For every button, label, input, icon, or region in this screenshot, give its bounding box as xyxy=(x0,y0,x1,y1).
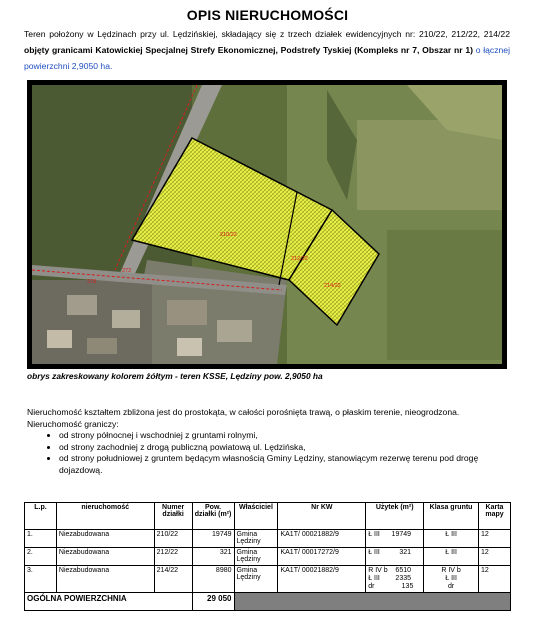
cell-use: Ł III 19749 xyxy=(366,530,424,548)
table-row xyxy=(25,530,511,548)
cell-area: 8980 xyxy=(192,566,234,593)
intro-area-text: o łącznej powierzchni 2,9050 ha. xyxy=(24,45,510,71)
cell-lp: 3. xyxy=(25,566,57,593)
table-row xyxy=(25,548,511,566)
description-paragraph: Nieruchomość kształtem zbliżona jest do prostokąta, w całości porośnięta trawą, o płaskim terenie, nieogrodzona. xyxy=(27,407,460,417)
total-value: 29 050 xyxy=(192,593,234,611)
plot-label-210-22: 210/22 xyxy=(220,232,237,238)
borders-heading: Nieruchomość graniczy: xyxy=(27,418,119,429)
map-caption: obrys zakreskowany kolorem żółtym - teren KSSE, Lędziny pow. 2,9050 ha xyxy=(27,371,323,381)
list-item: • od strony północnej i wschodniej z gruntami rolnymi, xyxy=(59,430,503,442)
plot-label-214-22: 214/22 xyxy=(324,283,341,289)
property-description xyxy=(27,407,503,476)
cell-property: Niezabudowana xyxy=(56,566,154,593)
cell-soil-class: Ł III xyxy=(424,530,479,548)
cell-map-sheet: 12 xyxy=(479,530,511,548)
header-use: Użytek (m²) xyxy=(366,503,424,530)
street-label-272: 272 xyxy=(122,268,132,274)
table-row xyxy=(25,566,511,593)
cell-use: R IV b 6510 Ł III 2335 dr 135 xyxy=(366,566,424,593)
cell-use: Ł III 321 xyxy=(366,548,424,566)
intro-paragraph xyxy=(24,26,510,74)
cell-map-sheet: 12 xyxy=(479,548,511,566)
cell-plot-no: 210/22 xyxy=(154,530,192,548)
cell-lp: 1. xyxy=(25,530,57,548)
header-property: nieruchomość xyxy=(56,503,154,530)
header-lp: L.p. xyxy=(25,503,57,530)
header-soil-class: Klasa gruntu xyxy=(424,503,479,530)
cell-plot-no: 214/22 xyxy=(154,566,192,593)
cell-soil-class: R IV b Ł III dr xyxy=(424,566,479,593)
list-item: • od strony zachodniej z drogą publiczną powiatową ul. Lędzińska, xyxy=(59,442,503,454)
total-row xyxy=(25,593,511,611)
cell-area: 321 xyxy=(192,548,234,566)
plot-label-212-22: 212/22 xyxy=(291,256,308,262)
table-header-row xyxy=(25,503,511,530)
header-owner: Właściciel xyxy=(234,503,278,530)
cell-property: Niezabudowana xyxy=(56,530,154,548)
cell-owner: Gmina Lędziny xyxy=(234,530,278,548)
cell-soil-class: Ł III xyxy=(424,548,479,566)
aerial-map-image xyxy=(27,80,507,369)
cell-property: Niezabudowana xyxy=(56,548,154,566)
intro-bold-text: objęty granicami Katowickiej Specjalnej Strefy Ekonomicznej, Podstrefy Tyskiej (Kompleks nr 7, Obszar nr 1) xyxy=(24,45,473,55)
street-label-278: 278 xyxy=(87,279,97,285)
header-kw: Nr KW xyxy=(278,503,366,530)
cell-kw: KA1T/ 00021882/9 xyxy=(278,566,366,593)
cell-owner: Gmina Lędziny xyxy=(234,566,278,593)
page-title: OPIS NIERUCHOMOŚCI xyxy=(186,7,349,23)
cell-kw: KA1T/ 00021882/9 xyxy=(278,530,366,548)
cell-map-sheet: 12 xyxy=(479,566,511,593)
plots-table xyxy=(24,502,511,611)
header-area: Pow. działki (m²) xyxy=(192,503,234,530)
cell-plot-no: 212/22 xyxy=(154,548,192,566)
total-filler xyxy=(234,593,511,611)
cell-kw: KA1T/ 00017272/9 xyxy=(278,548,366,566)
total-label: OGÓLNA POWIERZCHNIA xyxy=(25,593,193,611)
header-plot-no: Numer działki xyxy=(154,503,192,530)
borders-list xyxy=(27,430,503,476)
cell-area: 19749 xyxy=(192,530,234,548)
header-map-sheet: Karta mapy xyxy=(479,503,511,530)
cell-owner: Gmina Lędziny xyxy=(234,548,278,566)
list-item: • od strony południowej z gruntem będącym własnością Gminy Lędziny, stanowiącym rezerwę terenu pod drogę dojazdową. xyxy=(59,453,503,476)
intro-text: Teren położony w Lędzinach przy ul. Lędzińskiej, składający się z trzech działek ewidencyjnych nr: 210/22, 212/22, 214/22 xyxy=(24,29,510,39)
cell-lp: 2. xyxy=(25,548,57,566)
